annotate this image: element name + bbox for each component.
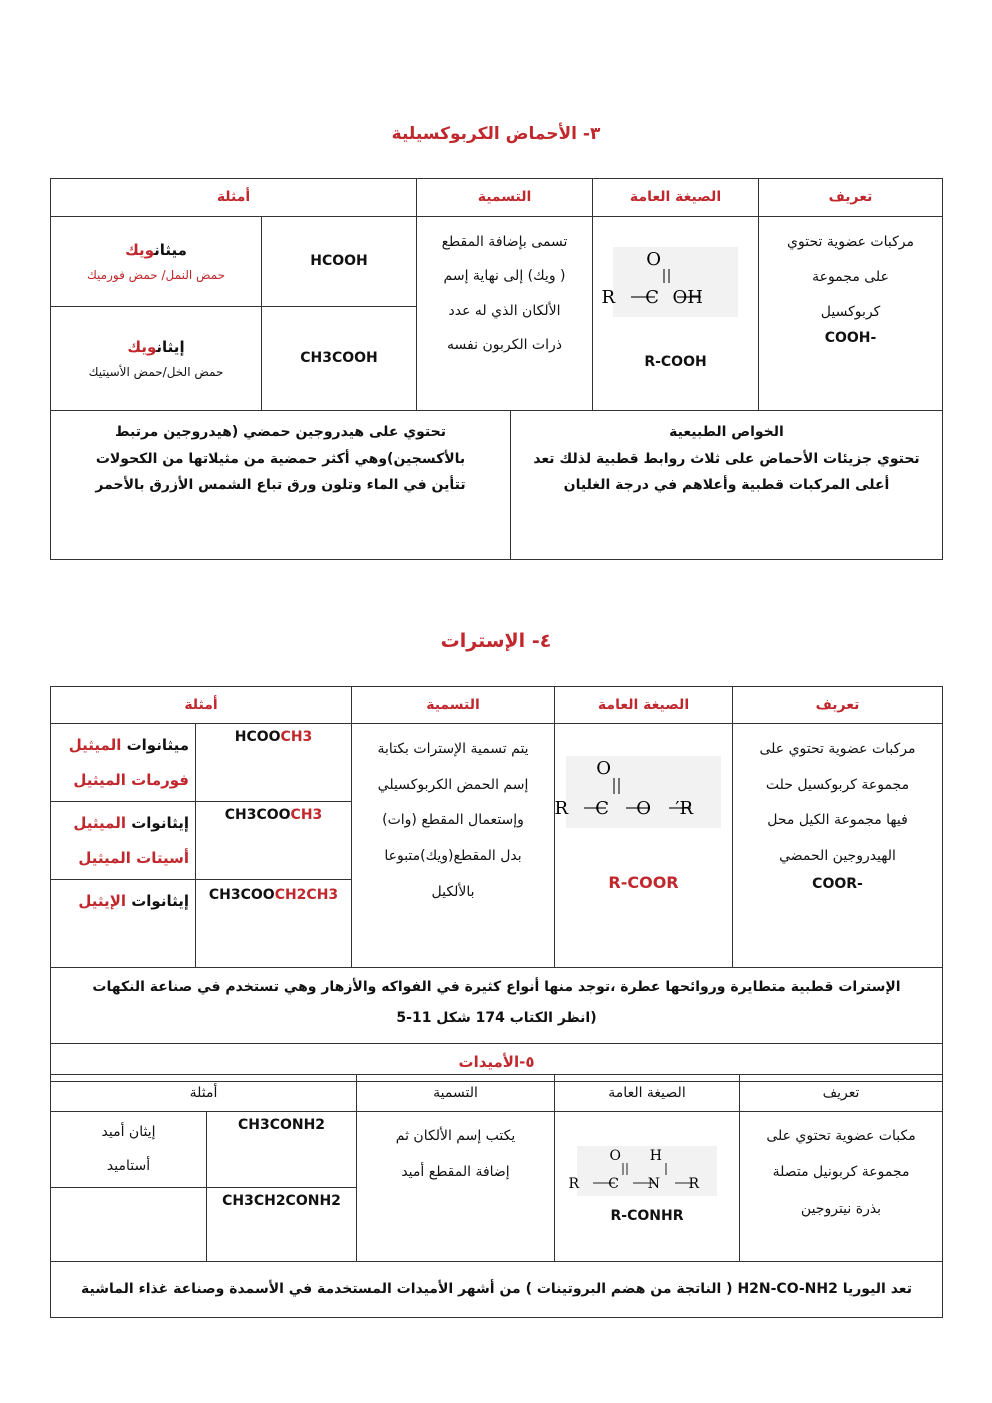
section3-title: ٣- الأحماض الكربوكسيلية (391, 124, 601, 144)
acid-naming-cell (417, 217, 593, 411)
definition-line: على مجموعة (812, 269, 889, 285)
carbon-atom: C (595, 798, 610, 819)
formula-base: CH3COO (224, 807, 291, 823)
chemical-line: بالأكسجين)وهي أكثر حمضية من مثيلاتها من الكحولات (95, 450, 466, 467)
example-name: إيثانوات (126, 814, 190, 832)
example-formula: CH3COOH (262, 307, 417, 411)
nitrogen-atom: N (647, 1176, 661, 1192)
example-name: إيثان (156, 337, 185, 356)
formula-alkyl: CH3 (290, 807, 323, 823)
example-name-cell (51, 1112, 207, 1188)
definition-line: كربوكسيل (820, 304, 881, 320)
carboxyl-structure (601, 247, 738, 317)
r-group: R (554, 798, 569, 819)
formula-base: CH3COO (208, 887, 275, 903)
example-alkyl-name: الميثيل (73, 814, 126, 832)
naming-line: وإستعمال المقطع (وات) (382, 812, 524, 829)
urea-note-end: ( الناتجة من هضم البروتينات ) من أشهر الأميدات المستخدمة في الأسمدة وصناعة غذاء الماشية (81, 1281, 738, 1298)
example-suffix: ويك (127, 337, 157, 356)
definition-line: الهيدروجين الحمضي (779, 848, 896, 865)
urea-note-cell (51, 1262, 943, 1318)
naming-line: بالألكيل (431, 883, 475, 900)
example-name-cell (51, 724, 196, 802)
naming-line: ( ويك) إلى نهاية إسم (443, 268, 566, 285)
oxygen-atom: O (609, 1148, 622, 1164)
example-formula: CH3CONH2 (207, 1112, 357, 1188)
definition-line: بذرة نيتروجين (800, 1200, 882, 1217)
ester-note: الإسترات قطبية متطايرة وروائحها عطرة ،توجد منها أنواع كثيرة في الفواكه والأزهار وهي تستخدم في صناعة النكهات (92, 979, 901, 995)
section4-title: ٤- الإسترات (440, 630, 552, 652)
amide-formula-cell (555, 1112, 740, 1262)
urea-formula: H2N-CO-NH2 (737, 1281, 838, 1298)
example-name: إيثانوات (126, 892, 190, 910)
physical-line: أعلى المركبات قطبية وأعلاهم في درجة الغليان (563, 477, 890, 494)
header-formula: الصيغة العامة (555, 1075, 740, 1112)
oxygen-atom: O (646, 249, 662, 270)
acid-definition-cell (759, 217, 943, 411)
acid-formula-name: R-COOH (644, 353, 707, 370)
ester-note-cell (51, 968, 943, 1044)
definition-line: مركبات عضوية تحتوي على (759, 741, 916, 757)
definition-line: مكبات عضوية تحتوي على (766, 1128, 916, 1144)
naming-line: تسمى بإضافة المقطع (441, 234, 568, 250)
section5-title: ٥-الأميدات (51, 1044, 943, 1082)
physical-properties-cell (511, 411, 943, 560)
amide-definition-cell (740, 1112, 943, 1262)
formula-alkyl: CH3 (280, 729, 313, 745)
header-examples: أمثلة (51, 1075, 357, 1112)
example-common-name: حمض الخل/حمض الأسيتيك (88, 365, 224, 380)
definition-line: فيها مجموعة الكيل محل (767, 812, 908, 829)
header-examples: أمثلة (51, 179, 417, 217)
r-group: R (568, 1176, 580, 1192)
header-naming: التسمية (417, 179, 593, 217)
example-name: ميثانوات (121, 736, 190, 754)
example-name: ميثان (154, 240, 187, 259)
example-formula (196, 724, 352, 802)
naming-line: إضافة المقطع أميد (401, 1164, 510, 1181)
amide-naming-cell (357, 1112, 555, 1262)
header-examples: أمثلة (51, 687, 352, 724)
chemical-line: تحتوي على هيدروجين حمضي (هيدروجين مرتبط (114, 424, 446, 440)
ester-structure (554, 756, 721, 828)
example-formula (196, 880, 352, 968)
hydrogen-atom: H (649, 1148, 663, 1164)
ester-oxygen: O (636, 798, 652, 819)
example-name-cell (51, 307, 262, 411)
header-naming: التسمية (352, 687, 555, 724)
oxygen-atom: O (596, 758, 612, 779)
example-name: إيثان أميد (101, 1124, 156, 1140)
example-alkyl-name: الميثيل (68, 736, 122, 754)
naming-line: ذرات الكربون نفسه (447, 336, 562, 353)
example-common-name: أسيتات الميثيل (78, 848, 190, 867)
book-reference: (انظر الكتاب 174 شكل 11-5 (396, 1009, 597, 1026)
naming-line: يكتب إسم الألكان ثم (395, 1128, 516, 1144)
example-name-cell (51, 880, 196, 968)
example-formula: CH3CH2CONH2 (207, 1188, 357, 1262)
ester-formula-cell (555, 724, 733, 968)
header-naming: التسمية (357, 1075, 555, 1112)
header-formula: الصيغة العامة (593, 179, 759, 217)
r-prime-group: R′ (675, 798, 694, 819)
acid-formula-cell (593, 217, 759, 411)
example-common-name: حمض النمل/ حمض فورميك (86, 268, 226, 283)
header-definition: تعريف (759, 179, 943, 217)
formula-alkyl: CH2CH3 (274, 887, 339, 903)
header-definition: تعريف (733, 687, 943, 724)
definition-group: COOR- (812, 875, 863, 892)
definition-line: مجموعة كربونيل متصلة (772, 1164, 910, 1181)
hydroxyl-group: OH (672, 287, 704, 308)
amide-formula-name: R-CONHR (610, 1207, 684, 1224)
example-common-name: فورمات الميثيل (73, 770, 190, 789)
example-common-name: أستاميد (106, 1157, 151, 1174)
naming-line: بدل المقطع(ويك)متبوعا (384, 848, 522, 865)
definition-line: مركبات عضوية تحتوي (787, 234, 914, 250)
urea-note-start: تعد اليوريا (837, 1281, 912, 1298)
chemical-properties-cell (51, 411, 511, 560)
example-formula: HCOOH (262, 217, 417, 307)
carbon-atom: C (645, 287, 660, 308)
definition-line: مجموعة كربوكسيل حلت (765, 776, 910, 793)
example-alkyl-name: الإيثيل (78, 892, 126, 910)
naming-line: يتم تسمية الإسترات بكتابة (377, 741, 529, 757)
physical-title: الخواص الطبيعية (669, 424, 784, 440)
example-formula (196, 802, 352, 880)
r-group-2: R (688, 1176, 700, 1192)
example-name-cell (51, 217, 262, 307)
ester-formula-name: R-COOR (608, 872, 679, 892)
physical-line: تحتوي جزيئات الأحماض على ثلاث روابط قطبية لذلك تعد (533, 450, 920, 467)
amides-table (50, 1074, 943, 1318)
acid-properties-table (50, 410, 943, 560)
esters-table (50, 686, 943, 1082)
r-group: R (601, 287, 616, 308)
formula-base: HCOO (234, 729, 281, 745)
header-formula: الصيغة العامة (555, 687, 733, 724)
carbon-atom: C (608, 1176, 620, 1192)
carboxylic-acids-table (50, 178, 943, 411)
ester-naming-cell (352, 724, 555, 968)
definition-group: COOH- (824, 330, 877, 346)
header-definition: تعريف (740, 1075, 943, 1112)
naming-line: الألكان الذي له عدد (448, 302, 561, 319)
chemical-line: تتأين في الماء وتلون ورق تباع الشمس الأزرق بالأحمر (95, 477, 466, 494)
naming-line: إسم الحمض الكربوكسيلي (377, 776, 529, 793)
amide-structure (568, 1146, 717, 1196)
ester-definition-cell (733, 724, 943, 968)
example-name-cell-empty (51, 1188, 207, 1262)
example-suffix: ويك (125, 240, 155, 259)
example-name-cell (51, 802, 196, 880)
